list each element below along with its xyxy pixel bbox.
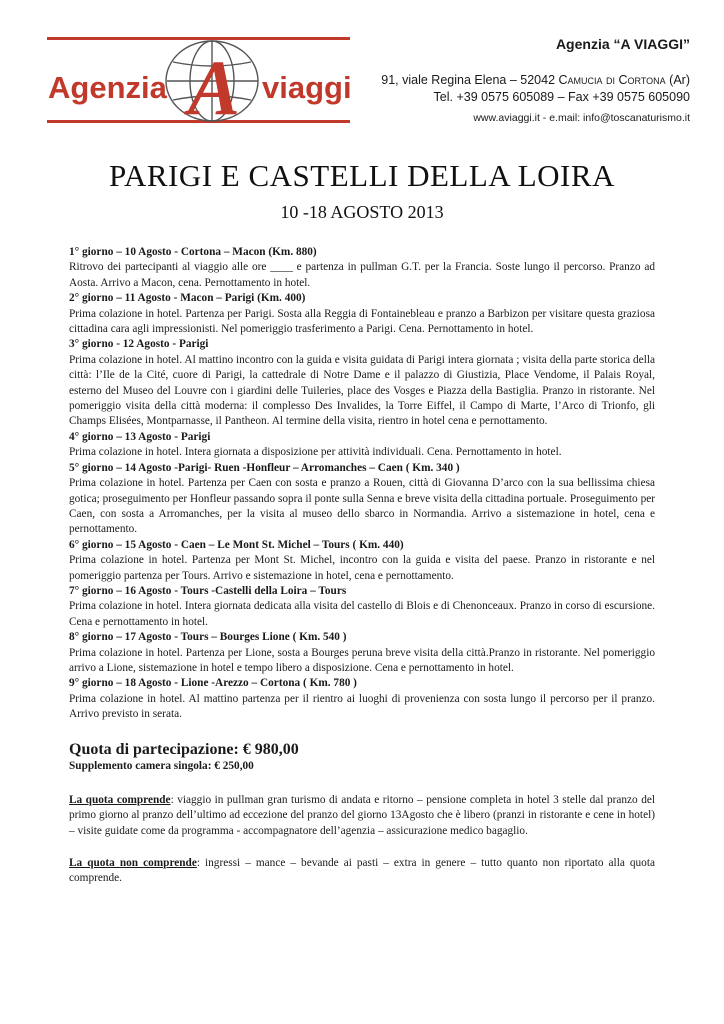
single-room-supplement: Supplemento camera singola: € 250,00 xyxy=(69,760,254,772)
day-heading: 6° giorno – 15 Agosto - Caen – Le Mont St. Michel – Tours ( Km. 440) xyxy=(69,538,404,551)
trip-dates: 10 -18 AGOSTO 2013 xyxy=(280,202,444,222)
page-title: PARIGI E CASTELLI DELLA LOIRA xyxy=(109,158,615,193)
includes-label: La quota comprende xyxy=(69,794,171,806)
price-excludes xyxy=(69,856,655,887)
address-province: (Ar) xyxy=(665,73,690,87)
price-block xyxy=(69,741,655,772)
price-includes xyxy=(69,793,655,839)
address-street: 91, viale Regina Elena – 52042 xyxy=(381,73,559,87)
day-description: Ritrovo dei partecipanti al viaggio alle ore ____ e partenza in pullman G.T. per la Francia. Soste lungo il percorso. Pranzo ad Aosta. Arrivo a Macon, cena. Pernottamento in hotel. xyxy=(69,261,655,289)
logo-letter: A xyxy=(188,44,241,122)
day-description: Prima colazione in hotel. Partenza per Mont St. Michel, incontro con la guida e visita del paese. Pranzo in ristorante e nel pomeriggio partenza per Tours. Arrivo e sistemazione in hotel, cena e pernottamento. xyxy=(69,554,655,582)
day-heading: 9° giorno – 18 Agosto - Lione -Arezzo – Cortona ( Km. 780 ) xyxy=(69,677,357,690)
excludes-label: La quota non comprende xyxy=(69,857,197,869)
day-description: Prima colazione in hotel. Partenza per Lione, sosta a Bourges peruna breve visita della città.Pranzo in ristorante. Nel pomeriggio arrivo a Lione, sistemazione in hotel e tempo libero a disposizione. Cena e pernottamento in hotel. xyxy=(69,646,655,674)
day-heading: 1° giorno – 10 Agosto - Cortona – Macon (Km. 880) xyxy=(69,246,317,258)
web-email-line: www.aviaggi.it - e.mail: info@toscanaturismo.it xyxy=(473,112,690,124)
day-description: Prima colazione in hotel. Partenza per Parigi. Sosta alla Reggia di Fontainebleau e pranzo a Barbizon per visitare questa graziosa cittadina cara agli impressionisti. Nel pomeriggio trasferimento a Parigi. Cena. Pernottamento in hotel. xyxy=(69,307,655,336)
day-description: Prima colazione in hotel. Al mattino partenza per il rientro ai luoghi di provenienza con sosta lungo il percorso per il pranzo. Arrivo previsto in serata. xyxy=(69,692,655,721)
agency-name: Agenzia “A VIAGGI” xyxy=(555,36,690,52)
day-heading: 3° giorno - 12 Agosto - Parigi xyxy=(69,338,209,351)
phone-line: Tel. +39 0575 605089 – Fax +39 0575 605090 xyxy=(433,90,690,104)
day-description: Prima colazione in hotel. Intera giornata dedicata alla visita del castello di Blois e di Chenonceaux. Pranzo in corso di escursione. Cena e pernottamento in hotel. xyxy=(69,600,655,628)
day-description: Prima colazione in hotel. Al mattino incontro con la guida e visita guidata di Parigi intera giornata ; visita della parte storica della città: l’Ile de la Cité, cuore di Parigi, la cattedrale di Notre Dame e il palazzo di Giustizia, Place Vendome, il Palais Royal, esterno del Museo del Louvre con i giardini delle Tuileries, place des Vosges e Piazza della Bastiglia. Pranzo in ristorante. Nel pomeriggio visita della città moderna: il complesso Des Invalides, la Torre Eiffel, il Campo di Marte, l’Arco di Trionfo, gli Champs Elisées, Montparnasse, il Pantheon. Al termine della visita, rientro in hotel cena e pernottamento. xyxy=(69,353,655,428)
day-heading: 7° giorno – 16 Agosto - Tours -Castelli della Loira – Tours xyxy=(69,584,347,597)
includes-text: : viaggio in pullman gran turismo di andata e ritorno – pensione completa in hotel 3 stelle dal pranzo del primo giorno al pranzo dell’ultimo ad eccezione del pranzo del giorno 13Agosto che è libero (pranzi in ristorante e cene in hotel) – visite guidate come da programma - accompagnatore dell’agenzia – assicurazione medico bagaglio. xyxy=(69,794,655,837)
day-heading: 2° giorno – 11 Agosto - Macon – Parigi (Km. 400) xyxy=(69,292,306,305)
itinerary xyxy=(69,245,655,723)
logo-word-right: viaggi xyxy=(262,70,352,105)
price-title: Quota di partecipazione: € 980,00 xyxy=(69,741,299,758)
address-line xyxy=(381,72,690,89)
day-heading: 4° giorno – 13 Agosto - Parigi xyxy=(69,430,211,443)
day-description: Prima colazione in hotel. Partenza per Caen con sosta e pranzo a Rouen, città di Giovanna D’arco con la sua bellissima chiesa gotica; proseguimento per Honfleur passando sopra il ponte sulla Senna e breve visita della cittadina portuale. Proseguimento per Caen, con sosta a Arromanches, per la visita al museo dello sbarco in Normandia. Arrivo a sistemazione in hotel, cena e pernottamento. xyxy=(69,477,655,536)
logo-word-left: Agenzia xyxy=(48,70,167,105)
agency-contacts xyxy=(381,72,690,127)
excludes-text: : ingressi – mance – bevande ai pasti – extra in genere – tutto quanto non riportato alla quota comprende. xyxy=(69,857,655,885)
agency-logo xyxy=(40,40,360,122)
day-heading: 8° giorno – 17 Agosto - Tours – Bourges Lione ( Km. 540 ) xyxy=(69,631,347,644)
day-heading: 5° giorno – 14 Agosto -Parigi- Ruen -Honfleur – Arromanches – Caen ( Km. 340 ) xyxy=(69,461,460,474)
address-city: Camucia di Cortona xyxy=(558,73,666,87)
day-description: Prima colazione in hotel. Intera giornata a disposizione per attività individuali. Cena. Pernottamento in hotel. xyxy=(69,446,562,459)
